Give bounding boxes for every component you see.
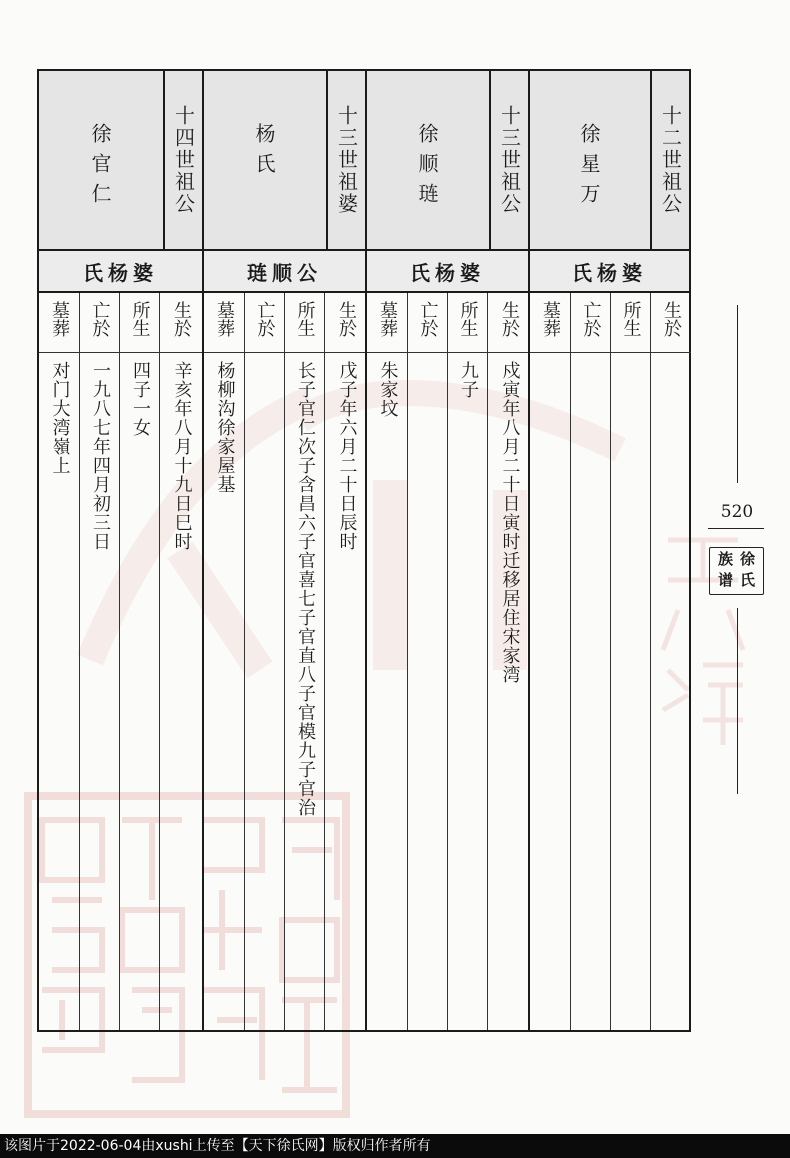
header-cell [367,71,528,251]
field-label: 亡於 [417,301,439,337]
field-birth [650,293,691,1030]
field-label: 亡於 [254,301,276,337]
field-death [244,293,284,1030]
field-label: 生於 [171,301,192,337]
field-label: 亡於 [89,301,111,337]
book-title-mark [709,547,764,595]
field-death [570,293,610,1030]
field-label: 生於 [499,301,520,337]
field-value: 辛亥年八月十九日巳时 [171,361,193,551]
upload-notice: 该图片于2022-06-04由xushi上传至【天下徐氏网】版权归作者所有 [0,1134,790,1158]
field-birth [324,293,367,1030]
field-label: 墓葬 [540,301,561,337]
field-children [284,293,324,1030]
book-mark-char: 氏 [740,571,756,589]
spouse-label: 琏顺公 [204,251,365,293]
field-label: 墓葬 [377,301,398,337]
book-mark-char: 谱 [718,571,734,589]
person-name: 徐官仁 [88,123,112,213]
field-value: 四子一女 [129,361,151,437]
field-label: 所生 [129,301,151,337]
book-mark-char: 族 [718,550,734,568]
header-cell [530,71,689,251]
generation-title: 十二世祖公 [658,105,683,215]
field-children [119,293,159,1030]
field-birth [159,293,202,1030]
field-burial [204,293,244,1030]
generation-column-12-gong [528,71,689,1030]
field-value: 朱家坟 [377,361,399,418]
book-mark-char: 徐 [740,550,756,568]
spouse-label: 氏杨婆 [39,251,202,293]
generation-title: 十三世祖婆 [334,105,359,215]
generation-column-13-gong [365,71,528,1030]
field-value: 一九八七年四月初三日 [89,361,111,551]
header-cell [204,71,365,251]
generation-title: 十三世祖公 [497,105,522,215]
field-value: 戊子年六月二十日辰时 [336,361,358,551]
field-label: 生於 [661,301,682,337]
field-value: 杨柳沟徐家屋基 [214,361,236,494]
field-label: 亡於 [580,301,602,337]
margin-rule-bottom [737,608,738,794]
genealogy-table [37,69,691,1032]
field-value: 对门大湾嶺上 [49,361,71,475]
field-label: 所生 [294,301,316,337]
field-children [610,293,650,1030]
field-birth [487,293,530,1030]
field-burial [367,293,407,1030]
field-burial [39,293,79,1030]
field-label: 所生 [457,301,479,337]
generation-column-14-gong [39,71,202,1030]
header-cell [39,71,202,251]
spouse-label: 氏杨婆 [530,251,689,293]
page-number-rule [708,528,764,529]
field-death [79,293,119,1030]
field-label: 所生 [620,301,642,337]
field-value: 戍寅年八月二十日寅时迁移居住宋家湾 [499,361,521,684]
field-label: 墓葬 [49,301,70,337]
margin-rule-top [737,305,738,483]
generation-column-13-po [202,71,365,1030]
page-number: 520 [720,502,754,522]
person-name: 杨氏 [252,123,276,183]
person-name: 徐星万 [577,123,601,213]
field-value: 长子官仁次子含昌六子官喜七子官直八子官模九子官治 [294,361,316,817]
field-death [407,293,447,1030]
person-name: 徐顺琏 [415,123,439,213]
field-label: 墓葬 [214,301,235,337]
field-value: 九子 [457,361,479,399]
spouse-label: 氏杨婆 [367,251,528,293]
field-label: 生於 [336,301,357,337]
generation-title: 十四世祖公 [171,105,196,215]
field-burial [530,293,570,1030]
field-children [447,293,487,1030]
